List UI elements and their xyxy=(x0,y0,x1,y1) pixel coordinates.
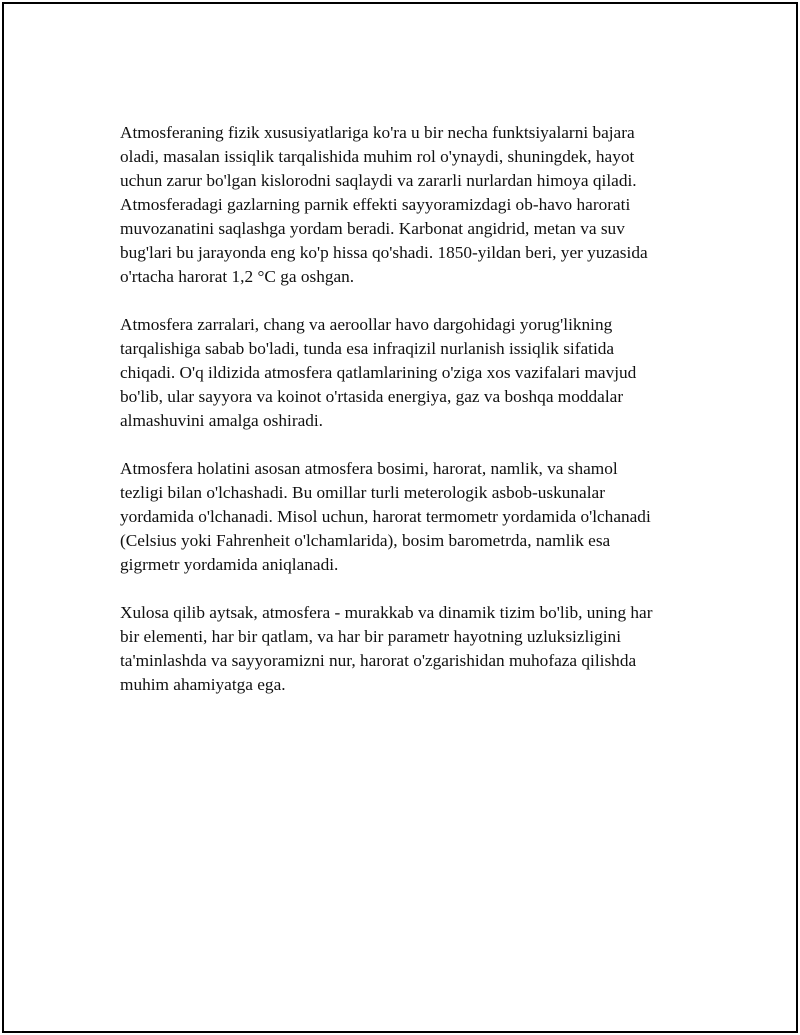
paragraph-line: Atmosfera holatini asosan atmosfera bosimi, harorat, namlik, va shamol xyxy=(120,459,618,478)
paragraph-line: muhim ahamiyatga ega. xyxy=(120,675,286,694)
paragraph-line: o'rtacha harorat 1,2 °C ga oshgan. xyxy=(120,267,355,286)
paragraph-line: Atmosferaning fizik xususiyatlariga ko'ra u bir necha funktsiyalarni bajara xyxy=(120,123,635,142)
document-body xyxy=(120,121,692,721)
paragraph-line: ta'minlashda va sayyoramizni nur, harorat o'zgarishidan muhofaza qilishda xyxy=(120,651,637,670)
paragraph-4 xyxy=(120,601,692,697)
paragraph-line: Xulosa qilib aytsak, atmosfera - murakkab va dinamik tizim bo'lib, uning har xyxy=(120,603,653,622)
paragraph-line: oladi, masalan issiqlik tarqalishida muhim rol o'ynaydi, shuningdek, hayot xyxy=(120,147,635,166)
paragraph-line: tezligi bilan o'lchashadi. Bu omillar turli meterologik asbob-uskunalar xyxy=(120,483,605,502)
paragraph-line: bug'lari bu jarayonda eng ko'p hissa qo'shadi. 1850-yildan beri, yer yuzasida xyxy=(120,243,648,262)
paragraph-line: Atmosfera zarralari, chang va aeroollar havo dargohidagi yorug'likning xyxy=(120,315,613,334)
paragraph-1 xyxy=(120,121,692,289)
paragraph-line: (Celsius yoki Fahrenheit o'lchamlarida), bosim barometrda, namlik esa xyxy=(120,531,611,550)
paragraph-2 xyxy=(120,313,692,433)
paragraph-line: bo'lib, ular sayyora va koinot o'rtasida energiya, gaz va boshqa moddalar xyxy=(120,387,624,406)
paragraph-line: yordamida o'lchanadi. Misol uchun, harorat termometr yordamida o'lchanadi xyxy=(120,507,651,526)
paragraph-line: muvozanatini saqlashga yordam beradi. Karbonat angidrid, metan va suv xyxy=(120,219,625,238)
paragraph-line: uchun zarur bo'lgan kislorodni saqlaydi va zararli nurlardan himoya qiladi. xyxy=(120,171,637,190)
paragraph-line: tarqalishiga sabab bo'ladi, tunda esa infraqizil nurlanish issiqlik sifatida xyxy=(120,339,615,358)
paragraph-line: almashuvini amalga oshiradi. xyxy=(120,411,324,430)
paragraph-line: bir elementi, har bir qatlam, va har bir parametr hayotning uzluksizligini xyxy=(120,627,621,646)
paragraph-line: chiqadi. O'q ildizida atmosfera qatlamlarining o'ziga xos vazifalari mavjud xyxy=(120,363,637,382)
paragraph-3 xyxy=(120,457,692,577)
document-page xyxy=(2,2,798,1033)
paragraph-line: Atmosferadagi gazlarning parnik effekti sayyoramizdagi ob-havo harorati xyxy=(120,195,631,214)
paragraph-line: gigrmetr yordamida aniqlanadi. xyxy=(120,555,339,574)
